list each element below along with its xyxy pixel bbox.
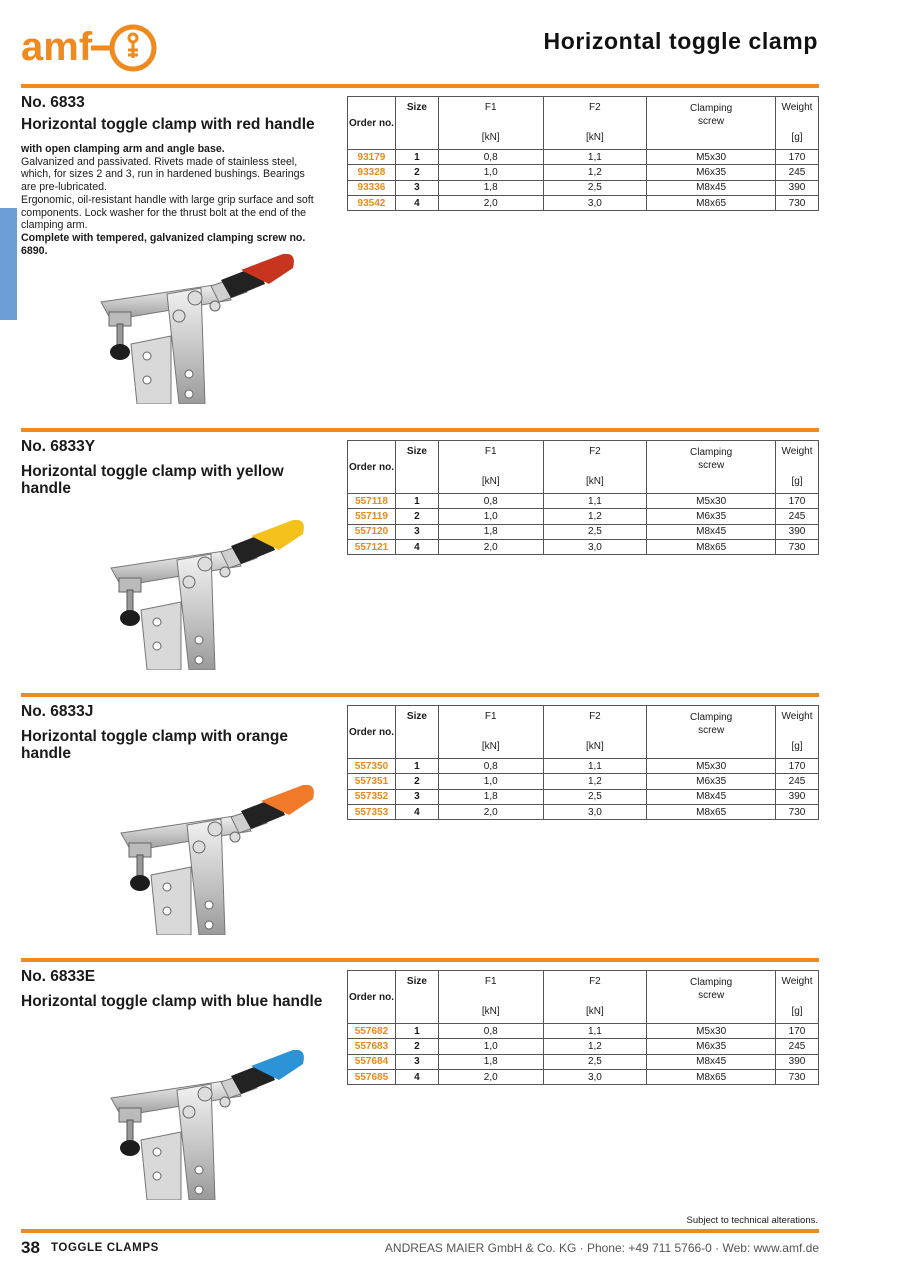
weight-cell: 390 [776, 789, 819, 804]
col-f1: F1 [kN] [438, 97, 543, 150]
size-cell: 4 [395, 804, 438, 819]
table-row [348, 150, 819, 165]
table-row [348, 1024, 819, 1039]
col-order: Order no. [348, 706, 396, 759]
screw-cell: M8x65 [647, 539, 776, 554]
f2-cell: 1,1 [543, 494, 647, 509]
weight-cell: 730 [776, 804, 819, 819]
f2-cell: 1,2 [543, 165, 647, 180]
category-label: TOGGLE CLAMPS [51, 1242, 159, 1254]
weight-cell: 245 [776, 509, 819, 524]
col-size: Size [395, 441, 438, 494]
desc-subtitle: with open clamping arm and angle base. [21, 143, 225, 155]
size-cell: 1 [395, 494, 438, 509]
col-weight: Weight [g] [776, 441, 819, 494]
table-row [348, 524, 819, 539]
product-title: Horizontal toggle clamp with blue handle [21, 993, 323, 1010]
f1-cell: 2,0 [438, 804, 543, 819]
table-row [348, 1054, 819, 1069]
weight-cell: 170 [775, 150, 818, 165]
f2-cell: 3,0 [543, 539, 647, 554]
screw-cell: M8x65 [647, 1069, 776, 1084]
size-cell: 3 [395, 789, 438, 804]
size-cell: 3 [395, 180, 438, 195]
col-f2: F2 [kN] [543, 441, 647, 494]
weight-cell: 730 [776, 1069, 819, 1084]
order-number[interactable]: 557120 [348, 524, 396, 539]
amf-logo [21, 24, 161, 74]
product-section-6833j [21, 703, 819, 953]
col-order: Order no. [348, 971, 396, 1024]
order-number[interactable]: 93542 [348, 195, 396, 210]
weight-cell: 170 [776, 494, 819, 509]
table-row [348, 1069, 819, 1084]
table-row [348, 509, 819, 524]
screw-cell: M6x35 [647, 165, 776, 180]
f1-cell: 0,8 [438, 494, 543, 509]
col-size: Size [395, 97, 438, 150]
size-cell: 2 [395, 774, 438, 789]
size-cell: 4 [395, 539, 438, 554]
col-order: Order no. [348, 97, 396, 150]
f2-cell: 1,2 [543, 774, 647, 789]
table-row [348, 539, 819, 554]
page-footer [21, 1238, 819, 1258]
table-header-row [348, 971, 819, 1024]
f1-cell: 1,8 [438, 789, 543, 804]
company-info: ANDREAS MAIER GmbH & Co. KG · Phone: +49 711 5766-0 · Web: www.amf.de [384, 1241, 819, 1255]
weight-cell: 730 [775, 195, 818, 210]
table-header-row [348, 97, 819, 150]
side-index-tab [0, 208, 17, 320]
product-number: No. 6833 [21, 94, 85, 111]
col-f2: F2 [kN] [543, 706, 647, 759]
screw-cell: M8x45 [647, 1054, 776, 1069]
f1-cell: 2,0 [438, 1069, 543, 1084]
col-screw: Clamping screw [647, 97, 776, 150]
col-weight: Weight [g] [776, 971, 819, 1024]
page-title: Horizontal toggle clamp [543, 28, 818, 54]
f1-cell: 1,8 [438, 1054, 543, 1069]
f1-cell: 1,0 [438, 509, 543, 524]
order-number[interactable]: 557684 [348, 1054, 396, 1069]
order-number[interactable]: 557683 [348, 1039, 396, 1054]
screw-cell: M5x30 [647, 150, 776, 165]
col-screw: Clamping screw [647, 441, 776, 494]
weight-cell: 730 [776, 539, 819, 554]
section-divider [21, 428, 819, 432]
size-cell: 2 [395, 509, 438, 524]
product-description [21, 143, 321, 257]
product-section-6833 [21, 94, 819, 424]
product-number: No. 6833J [21, 703, 94, 720]
order-number[interactable]: 93336 [348, 180, 396, 195]
order-number[interactable]: 557121 [348, 539, 396, 554]
spec-table [347, 96, 819, 211]
order-number[interactable]: 557118 [348, 494, 396, 509]
screw-cell: M8x45 [647, 180, 776, 195]
order-number[interactable]: 557685 [348, 1069, 396, 1084]
svg-text:amf: amf [21, 25, 93, 69]
screw-cell: M6x35 [647, 774, 776, 789]
toggle-clamp-image [71, 254, 331, 404]
screw-cell: M5x30 [647, 494, 776, 509]
col-screw: Clamping screw [647, 706, 776, 759]
product-title: Horizontal toggle clamp with orange handle [21, 728, 288, 762]
table-row [348, 789, 819, 804]
table-header-row [348, 441, 819, 494]
f1-cell: 0,8 [438, 759, 543, 774]
weight-cell: 390 [776, 1054, 819, 1069]
size-cell: 1 [395, 1024, 438, 1039]
weight-cell: 245 [776, 774, 819, 789]
order-number[interactable]: 557119 [348, 509, 396, 524]
weight-cell: 245 [776, 1039, 819, 1054]
f1-cell: 2,0 [438, 539, 543, 554]
f1-cell: 1,0 [438, 1039, 543, 1054]
col-order: Order no. [348, 441, 396, 494]
order-number[interactable]: 557353 [348, 804, 396, 819]
f2-cell: 2,5 [543, 180, 647, 195]
f2-cell: 1,2 [543, 1039, 647, 1054]
weight-cell: 390 [776, 524, 819, 539]
screw-cell: M8x65 [647, 195, 776, 210]
product-number: No. 6833Y [21, 438, 96, 455]
section-divider [21, 958, 819, 962]
f1-cell: 1,0 [438, 165, 543, 180]
product-title: Horizontal toggle clamp with yellow handle [21, 463, 284, 497]
col-weight: Weight [g] [776, 706, 819, 759]
toggle-clamp-image [91, 785, 351, 935]
table-row [348, 774, 819, 789]
table-row [348, 165, 819, 180]
size-cell: 3 [395, 524, 438, 539]
col-f2: F2 [kN] [543, 97, 647, 150]
table-row [348, 759, 819, 774]
desc-footer: Complete with tempered, galvanized clamping screw no. 6890. [21, 231, 306, 257]
order-number[interactable]: 93328 [348, 165, 396, 180]
f2-cell: 2,5 [543, 789, 647, 804]
table-header-row [348, 706, 819, 759]
screw-cell: M6x35 [647, 509, 776, 524]
product-number: No. 6833E [21, 968, 96, 985]
footer-divider [21, 1229, 819, 1233]
f2-cell: 1,1 [543, 150, 647, 165]
size-cell: 1 [395, 150, 438, 165]
desc-paragraph: Galvanized and passivated. Rivets made of stainless steel, which, for sizes 2 and 3, run in hardened bushings. Bearings are pre-lubricated. [21, 155, 305, 194]
table-row [348, 180, 819, 195]
col-f1: F1 [kN] [438, 441, 543, 494]
product-section-6833e [21, 968, 819, 1218]
screw-cell: M8x45 [647, 524, 776, 539]
f1-cell: 1,0 [438, 774, 543, 789]
col-size: Size [395, 971, 438, 1024]
section-divider [21, 693, 819, 697]
table-row [348, 1039, 819, 1054]
size-cell: 1 [395, 759, 438, 774]
col-size: Size [395, 706, 438, 759]
size-cell: 4 [395, 195, 438, 210]
f1-cell: 2,0 [438, 195, 543, 210]
f2-cell: 2,5 [543, 524, 647, 539]
f2-cell: 3,0 [543, 804, 647, 819]
f1-cell: 0,8 [438, 150, 543, 165]
f2-cell: 2,5 [543, 1054, 647, 1069]
col-f1: F1 [kN] [438, 706, 543, 759]
toggle-clamp-image [81, 520, 341, 670]
f2-cell: 3,0 [543, 195, 647, 210]
f1-cell: 1,8 [438, 180, 543, 195]
toggle-clamp-image [81, 1050, 341, 1200]
order-number[interactable]: 557682 [348, 1024, 396, 1039]
f2-cell: 1,1 [543, 759, 647, 774]
weight-cell: 390 [775, 180, 818, 195]
size-cell: 4 [395, 1069, 438, 1084]
spec-table [347, 705, 819, 820]
f2-cell: 1,2 [543, 509, 647, 524]
screw-cell: M8x45 [647, 789, 776, 804]
desc-paragraph: Ergonomic, oil-resistant handle with large grip surface and soft components. Lock washer for the thrust bolt at the end of the clamping arm. [21, 193, 314, 232]
table-row [348, 804, 819, 819]
size-cell: 2 [395, 165, 438, 180]
f1-cell: 1,8 [438, 524, 543, 539]
col-f1: F1 [kN] [438, 971, 543, 1024]
product-title: Horizontal toggle clamp with red handle [21, 116, 315, 133]
screw-cell: M6x35 [647, 1039, 776, 1054]
order-number[interactable]: 557352 [348, 789, 396, 804]
section-divider [21, 84, 819, 88]
spec-table [347, 970, 819, 1085]
order-number[interactable]: 557351 [348, 774, 396, 789]
screw-cell: M5x30 [647, 759, 776, 774]
order-number[interactable]: 557350 [348, 759, 396, 774]
screw-cell: M5x30 [647, 1024, 776, 1039]
page-number: 38 [21, 1238, 40, 1257]
technical-note: Subject to technical alterations. [686, 1215, 818, 1226]
col-screw: Clamping screw [647, 971, 776, 1024]
table-row [348, 195, 819, 210]
order-number[interactable]: 93179 [348, 150, 396, 165]
col-weight: Weight [g] [775, 97, 818, 150]
size-cell: 3 [395, 1054, 438, 1069]
weight-cell: 170 [776, 759, 819, 774]
f2-cell: 3,0 [543, 1069, 647, 1084]
product-section-6833y [21, 438, 819, 688]
f1-cell: 0,8 [438, 1024, 543, 1039]
weight-cell: 245 [775, 165, 818, 180]
spec-table [347, 440, 819, 555]
weight-cell: 170 [776, 1024, 819, 1039]
size-cell: 2 [395, 1039, 438, 1054]
table-row [348, 494, 819, 509]
screw-cell: M8x65 [647, 804, 776, 819]
f2-cell: 1,1 [543, 1024, 647, 1039]
col-f2: F2 [kN] [543, 971, 647, 1024]
